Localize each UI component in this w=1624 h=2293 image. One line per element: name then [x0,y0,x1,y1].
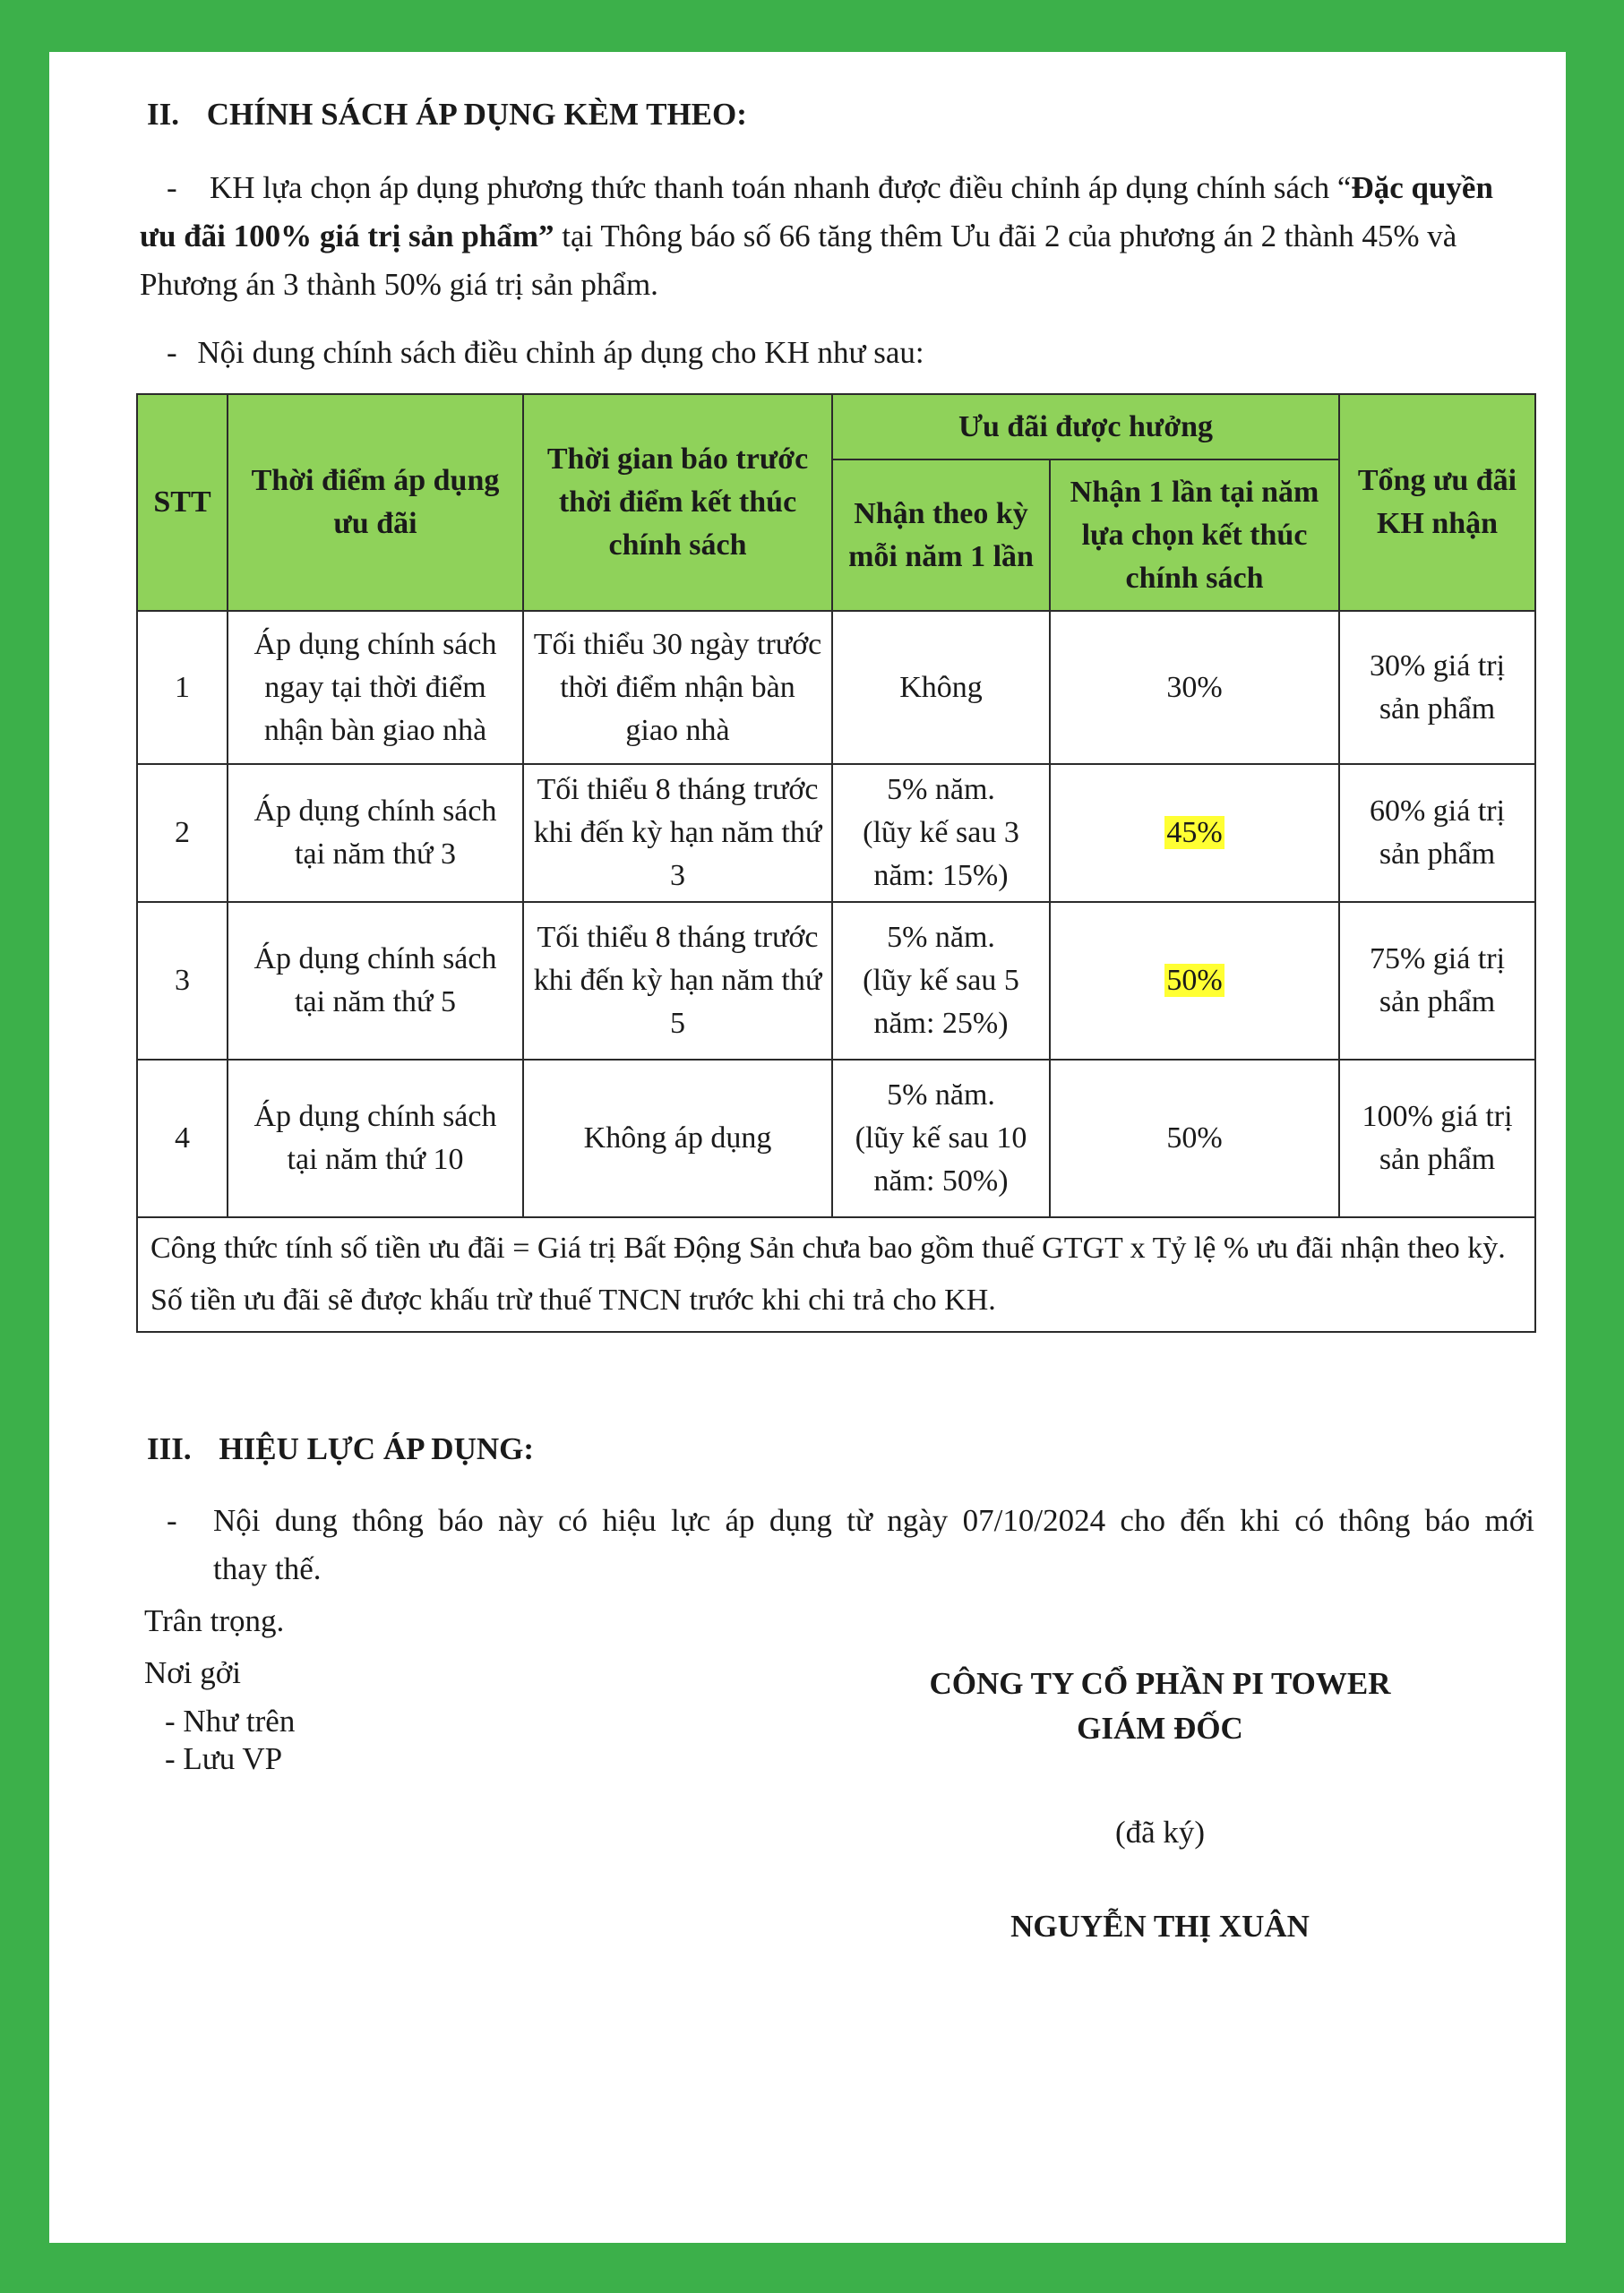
section-3-title: HIỆU LỰC ÁP DỤNG: [219,1431,534,1466]
section-2-title: CHÍNH SÁCH ÁP DỤNG KÈM THEO: [206,97,747,132]
cell-total: 30% giá trị sản phẩm [1339,611,1535,764]
section-2-bullet-2 [167,329,924,377]
bullet-dash: - [167,170,177,205]
cell-notice: Không áp dụng [523,1060,832,1217]
periodic-rate: 5% năm. [887,921,995,954]
tax-note-text: Số tiền ưu đãi sẽ được khấu trừ thuế TNCN trước khi chi trả cho KH. [150,1284,996,1317]
periodic-cumulative: (lũy kế sau 5 năm: 25%) [863,964,1019,1040]
bullet-2-text: Nội dung chính sách điều chỉnh áp dụng cho KH như sau: [197,335,924,370]
cell-stt: 1 [137,611,228,764]
table-header-row [137,394,1535,459]
cell-stt: 3 [137,902,228,1060]
section-3-heading [147,1431,534,1467]
cell-time-apply: Áp dụng chính sách tại năm thứ 5 [228,902,523,1060]
document-page [49,52,1566,2243]
cell-stt: 4 [137,1060,228,1217]
signer-name: NGUYỄN THỊ XUÂN [1010,1909,1310,1944]
table-note-row [137,1217,1535,1332]
section-3-bullet [167,1497,1534,1593]
cell-periodic [832,764,1050,902]
formula-note [137,1217,1535,1332]
periodic-rate: 5% năm. [887,1078,995,1112]
highlighted-value: 50% [1166,964,1223,997]
recipient-item: - Lưu VP [165,1741,283,1776]
section-2-number: II. [147,97,179,132]
recipient-item: - Như trên [165,1704,296,1739]
bullet-1-bold-phrase-a: Đặc quyền [1351,170,1493,205]
cell-periodic: Không [832,611,1050,764]
header-time-apply: Thời điểm áp dụng ưu đãi [228,394,523,611]
company-name: CÔNG TY CỔ PHẦN PI TOWER [929,1666,1391,1701]
header-notice: Thời gian báo trước thời điểm kết thúc chính sách [523,394,832,611]
bullet-1-text-end: Phương án 3 thành 50% giá trị sản phẩm. [140,267,658,302]
highlighted-value: 45% [1166,816,1223,849]
bullet-1-text-mid: tại Thông báo số 66 tăng thêm Ưu đãi 2 của phương án 2 thành 45% và [554,219,1457,253]
cell-total: 75% giá trị sản phẩm [1339,902,1535,1060]
header-total: Tổng ưu đãi KH nhận [1339,394,1535,611]
cell-notice: Tối thiểu 8 tháng trước khi đến kỳ hạn năm thứ 3 [523,764,832,902]
periodic-rate: 5% năm. [887,773,995,806]
cell-one-time: 30% [1050,611,1339,764]
bullet-dash: - [167,1503,177,1538]
header-benefit-group: Ưu đãi được hưởng [832,394,1339,459]
cell-notice: Tối thiểu 8 tháng trước khi đến kỳ hạn năm thứ 5 [523,902,832,1060]
cell-stt: 2 [137,764,228,902]
effective-date-line-2: thay thế. [213,1551,322,1586]
cell-total: 100% giá trị sản phẩm [1339,1060,1535,1217]
recipients-label: Nơi gởi [144,1655,241,1690]
cell-notice: Tối thiểu 30 ngày trước thời điểm nhận bàn giao nhà [523,611,832,764]
cell-total: 60% giá trị sản phẩm [1339,764,1535,902]
policy-table [136,393,1536,1333]
cell-time-apply: Áp dụng chính sách tại năm thứ 10 [228,1060,523,1217]
effective-date-line-1: Nội dung thông báo này có hiệu lực áp dụng từ ngày 07/10/2024 cho đến khi có thông báo mới [213,1503,1534,1538]
signer-title: GIÁM ĐỐC [1077,1711,1243,1746]
table-row [137,764,1535,902]
periodic-cumulative: (lũy kế sau 10 năm: 50%) [855,1121,1027,1198]
bullet-dash: - [167,335,177,370]
signature-block [820,1662,1500,1945]
table-row [137,902,1535,1060]
cell-one-time: 50% [1050,1060,1339,1217]
section-2-heading [147,97,747,133]
cell-one-time [1050,764,1339,902]
cell-time-apply: Áp dụng chính sách tại năm thứ 3 [228,764,523,902]
recipients-list [165,1703,295,1778]
header-stt: STT [137,394,228,611]
regards-text: Trân trọng. [144,1603,285,1638]
cell-periodic [832,1060,1050,1217]
cell-periodic [832,902,1050,1060]
formula-text: Công thức tính số tiền ưu đãi = Giá trị Bất Động Sản chưa bao gồm thuế GTGT x Tỷ lệ % ưu đãi nhận theo kỳ. [150,1232,1506,1265]
cell-time-apply: Áp dụng chính sách ngay tại thời điểm nhận bàn giao nhà [228,611,523,764]
signed-mark: (đã ký) [1114,1815,1206,1850]
table-row [137,611,1535,764]
table-row [137,1060,1535,1217]
periodic-cumulative: (lũy kế sau 3 năm: 15%) [863,816,1019,892]
cell-one-time [1050,902,1339,1060]
bullet-1-bold-phrase-b: ưu đãi 100% giá trị sản phẩm” [140,219,554,253]
section-3-number: III. [147,1431,192,1466]
bullet-1-text-start: KH lựa chọn áp dụng phương thức thanh toán nhanh được điều chỉnh áp dụng chính sách “ [210,170,1352,205]
header-one-time: Nhận 1 lần tại năm lựa chọn kết thúc chính sách [1050,459,1339,611]
header-periodic: Nhận theo kỳ mỗi năm 1 lần [832,459,1050,611]
section-2-bullet-1 [140,164,1534,309]
